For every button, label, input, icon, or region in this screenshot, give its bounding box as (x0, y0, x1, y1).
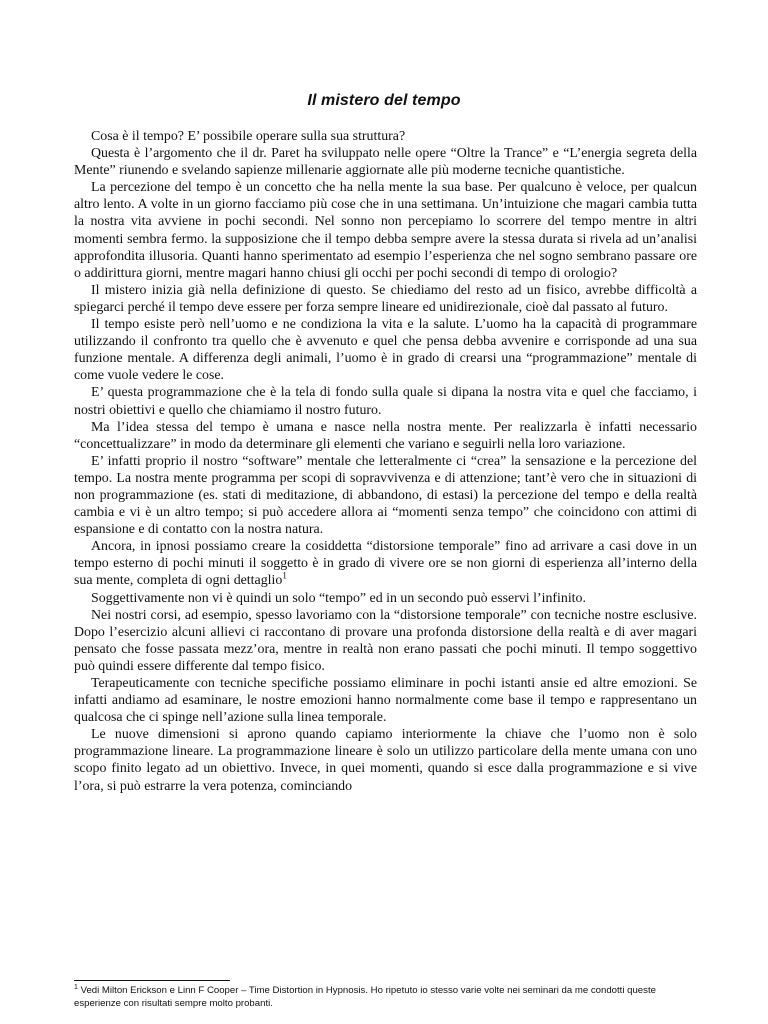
paragraph-2: Questa è l’argomento che il dr. Paret ha sviluppato nelle opere “Oltre la Trance” e “L’energia segreta della Mente” riunendo e svelando sapienze millenarie aggiornate alle più moderne tecniche quantistiche. (74, 146, 697, 179)
paragraph-6: E’ questa programmazione che è la tela di fondo sulla quale si dipana la nostra vita e quel che facciamo, i nostri obiettivi e quello che chiamiamo il nostro futuro. (74, 385, 697, 418)
paragraph-11: Nei nostri corsi, ad esempio, spesso lavoriamo con la “distorsione temporale” con tecniche nostre esclusive. Dopo l’esercizio alcuni allievi ci raccontano di provare una profonda distorsione della realtà e di aver magari pensato che fosse passata mezz’ora, mentre in realtà non erano passati che pochi minuti. Il tempo soggettivo può quindi essere differente dal tempo fisico. (74, 607, 697, 674)
page-title: Il mistero del tempo (307, 92, 461, 109)
paragraph-8: E’ infatti proprio il nostro “software” mentale che letteralmente ci “crea” la sensazione e la percezione del tempo. La nostra mente programma per scopi di sopravvivenza e di attenzione; tant’è vero che in situazioni di non programmazione (es. stati di meditazione, di abbandono, di estasi) la percezione del tempo e della realtà cambia e vi è un altro tempo; si può accedere allora ai “momenti senza tempo” che coincidono con attimi di espansione e di contatto con la nostra natura. (74, 453, 697, 538)
paragraph-9-text: Ancora, in ipnosi possiamo creare la cosiddetta “distorsione temporale” fino ad arrivare a casi dove in un tempo esterno di pochi minuti il soggetto è in grado di vivere ore se non giorni di esperienza all’interno della sua mente, completa di ogni dettaglio (74, 539, 697, 589)
paragraph-1: Cosa è il tempo? E’ possibile operare sulla sua struttura? (91, 129, 406, 144)
paragraph-12: Terapeuticamente con tecniche specifiche possiamo eliminare in pochi istanti ansie ed altre emozioni. Se infatti andiamo ad esaminare, le nostre emozioni hanno normalmente come base il tempo e rappresentano un qualcosa che ci spinge nell’azione sulla linea temporale. (74, 676, 697, 726)
paragraph-9 (74, 538, 697, 589)
footnote-divider (74, 980, 230, 981)
paragraph-13: Le nuove dimensioni si aprono quando capiamo interiormente la chiave che l’uomo non è solo programmazione lineare. La programmazione lineare è solo un utilizzo particolare della mente umana con uno scopo finito legato ad un obiettivo. Invece, in quei momenti, quando si esce dalla programmazione e si vive l’ora, si può estrarre la vera potenza, cominciando (74, 727, 697, 794)
footnote-reference[interactable]: 1 (282, 570, 287, 581)
paragraph-4: Il mistero inizia già nella definizione di questo. Se chiediamo del resto ad un fisico, avrebbe difficoltà a spiegarci perché il tempo deve essere per forza sempre lineare ed unidirezionale, cioè dal passato al futuro. (74, 282, 697, 315)
paragraph-7: Ma l’idea stessa del tempo è umana e nasce nella nostra mente. Per realizzarla è infatti necessario “concettualizzare” in modo da determinare gli elementi che variano e seguirli nella loro variazione. (74, 419, 697, 452)
body-text (74, 128, 697, 795)
footnote-mark: 1 (74, 983, 78, 991)
footnote (74, 985, 697, 1010)
paragraph-5: Il tempo esiste però nell’uomo e ne condiziona la vita e la salute. L’uomo ha la capacità di programmare utilizzando il confronto tra quello che è avvenuto e quel che pensa debba avvenire e corrisponde ad una sua funzione mentale. A differenza degli animali, l’uomo è in grado di crearsi una “programmazione” mentale di come vuole vedere le cose. (74, 317, 697, 384)
footnote-text: Vedi Milton Erickson e Linn F Cooper – Time Distortion in Hypnosis. Ho ripetuto io stesso varie volte nei seminari da me condotti queste esperienze con risultati sempre molto probanti. (74, 985, 656, 1009)
paragraph-3: La percezione del tempo è un concetto che ha nella mente la sua base. Per qualcuno è veloce, per qualcun altro lento. A volte in un giorno facciamo più cose che in una settimana. Un’intuizione che magari cambia tutta la nostra vita avviene in pochi secondi. Nel sonno non percepiamo lo scorrere del tempo mentre in altri momenti sembra fermo. la supposizione che il tempo debba sempre avere la stessa durata si rivela ad un’analisi approfondita illusoria. Quanti hanno sperimentato ad esempio l’esperienza che nel sogno sembrano passare ore o addirittura giorni, mentre magari hanno chiusi gli occhi per pochi secondi di tempo di orologio? (74, 180, 697, 281)
paragraph-10: Soggettivamente non vi è quindi un solo “tempo” ed in un secondo può esservi l’infinito. (91, 590, 586, 606)
